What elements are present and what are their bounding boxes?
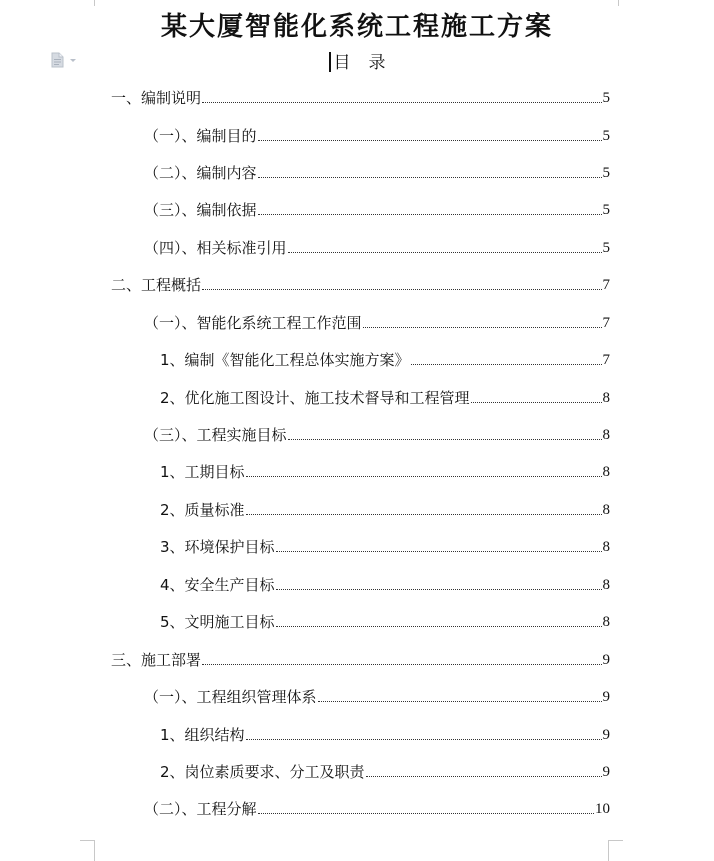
toc-entry-page: 7 xyxy=(602,277,610,293)
toc-entry-label: （二）、工程分解 xyxy=(144,800,257,818)
toc-heading-left: 目 xyxy=(333,53,351,73)
toc-entry-label: （四）、相关标准引用 xyxy=(144,239,287,257)
toc-entry[interactable] xyxy=(144,198,610,220)
toc-entry[interactable] xyxy=(144,685,610,707)
toc-entry[interactable] xyxy=(144,423,610,445)
toc-leader xyxy=(276,551,602,552)
toc-entry-page: 8 xyxy=(602,390,610,406)
toc-entry-page: 8 xyxy=(602,502,610,518)
toc-entry-page: 7 xyxy=(602,315,610,331)
toc-entry-page: 8 xyxy=(602,427,610,443)
toc-entry[interactable] xyxy=(160,348,610,370)
toc-leader xyxy=(411,364,602,365)
toc-entry-label: 2、岗位素质要求、分工及职责 xyxy=(160,763,365,781)
toc-leader xyxy=(258,214,602,215)
toc-entry[interactable] xyxy=(160,723,610,745)
document-title: 某大厦智能化系统工程施工方案 xyxy=(160,12,553,42)
toc-entry-page: 9 xyxy=(602,652,610,668)
toc-entry-label: （三）、工程实施目标 xyxy=(144,426,287,444)
toc-entry[interactable] xyxy=(160,460,610,482)
toc-entry[interactable] xyxy=(160,498,610,520)
toc-entry-page: 5 xyxy=(602,165,610,181)
toc-entry-label: （一）、智能化系统工程工作范围 xyxy=(144,314,362,332)
toc-entry-page: 9 xyxy=(602,727,610,743)
toc-entry-page: 5 xyxy=(602,90,610,106)
toc-entry[interactable] xyxy=(144,124,610,146)
toc-entry[interactable] xyxy=(144,161,610,183)
toc-entry-label: 2、优化施工图设计、施工技术督导和工程管理 xyxy=(160,389,470,407)
toc-leader xyxy=(366,776,602,777)
toc-leader xyxy=(246,476,602,477)
toc-leader xyxy=(276,589,602,590)
toc-entry[interactable] xyxy=(144,311,610,333)
toc-leader xyxy=(202,289,601,290)
toc-entry-label: 4、安全生产目标 xyxy=(160,576,275,594)
toc-entry[interactable] xyxy=(160,386,610,408)
toc-entry-page: 10 xyxy=(595,801,610,817)
toc-entry[interactable] xyxy=(111,86,610,108)
toc-leader xyxy=(363,327,602,328)
toc-entry-label: 1、编制《智能化工程总体实施方案》 xyxy=(160,351,410,369)
toc-leader xyxy=(288,439,602,440)
toc-entry-page: 5 xyxy=(602,202,610,218)
toc-entry[interactable] xyxy=(144,797,610,819)
toc-entry-label: 1、工期目标 xyxy=(160,463,245,481)
toc-leader xyxy=(318,701,602,702)
toc-entry-page: 5 xyxy=(602,128,610,144)
toc-entry-label: （一）、工程组织管理体系 xyxy=(144,688,317,706)
toc-entry[interactable] xyxy=(160,610,610,632)
toc-leader xyxy=(246,739,602,740)
toc-entry-page: 5 xyxy=(602,240,610,256)
toc-leader xyxy=(258,140,602,141)
toc-leader xyxy=(276,626,602,627)
toc-entry-label: 三、施工部署 xyxy=(111,651,202,669)
toc-entry-label: （二）、编制内容 xyxy=(144,164,257,182)
toc-entry-page: 7 xyxy=(602,352,610,368)
toc-entry-page: 9 xyxy=(602,764,610,780)
toc-leader xyxy=(202,102,601,103)
toc-entry-page: 8 xyxy=(602,614,610,630)
toc-entry-label: 一、编制说明 xyxy=(111,89,202,107)
toc-leader xyxy=(258,813,594,814)
toc-leader xyxy=(288,252,602,253)
toc-leader xyxy=(202,664,601,665)
toc-leader xyxy=(246,514,602,515)
toc-entry[interactable] xyxy=(111,273,610,295)
toc-entry[interactable] xyxy=(111,648,610,670)
toc-entry-page: 8 xyxy=(602,539,610,555)
toc-entry-label: 3、环境保护目标 xyxy=(160,538,275,556)
toc-entry[interactable] xyxy=(160,535,610,557)
toc-entry[interactable] xyxy=(160,760,610,782)
toc-leader xyxy=(258,177,602,178)
toc-heading-right: 录 xyxy=(368,53,386,73)
toc-entry-page: 8 xyxy=(602,464,610,480)
toc-entry-label: 1、组织结构 xyxy=(160,726,245,744)
toc-entry-page: 8 xyxy=(602,577,610,593)
toc-entry[interactable] xyxy=(160,573,610,595)
toc-entry-page: 9 xyxy=(602,689,610,705)
toc-entry-label: 5、文明施工目标 xyxy=(160,613,275,631)
toc-entry-label: （三）、编制依据 xyxy=(144,201,257,219)
toc-entry-label: 二、工程概括 xyxy=(111,276,202,294)
toc-leader xyxy=(471,402,602,403)
toc-entry-label: 2、质量标准 xyxy=(160,501,245,519)
toc-entry-label: （一）、编制目的 xyxy=(144,127,257,145)
toc-entry[interactable] xyxy=(144,236,610,258)
